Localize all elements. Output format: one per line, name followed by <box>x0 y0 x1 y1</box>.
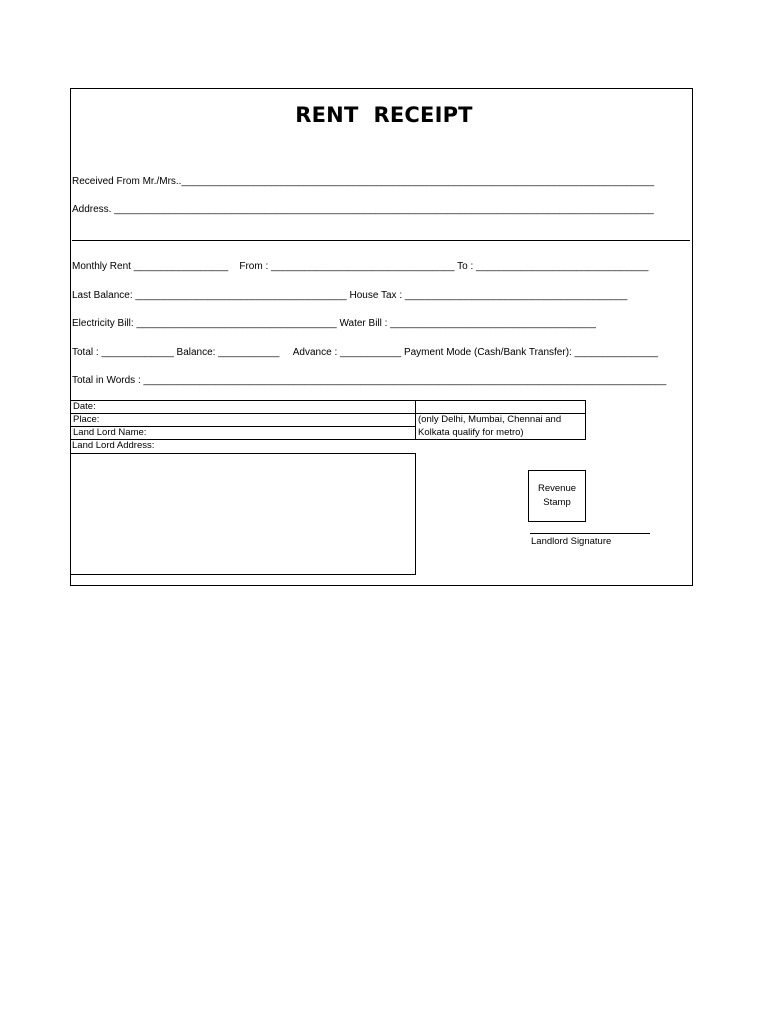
date-cell[interactable]: Date: <box>70 400 416 414</box>
signature-line[interactable] <box>530 533 650 534</box>
metro-note-line-1: (only Delhi, Mumbai, Chennai and <box>418 414 562 425</box>
monthly-rent-row[interactable]: Monthly Rent _________________ From : _________________________________ To : _______________________________ <box>72 261 649 272</box>
last-balance-row[interactable]: Last Balance: ______________________________________ House Tax : ________________________________________ <box>72 290 628 301</box>
received-from-field[interactable]: Received From Mr./Mrs.._____________________________________________________________________________________ <box>72 176 655 187</box>
stamp-label-line-1: Revenue <box>537 483 577 494</box>
landlord-signature-label: Landlord Signature <box>531 536 612 547</box>
stamp-label-line-2: Stamp <box>543 497 571 508</box>
landlord-name-cell[interactable]: Land Lord Name: <box>70 426 416 440</box>
metro-note-line-2: Kolkata qualify for metro) <box>418 427 524 438</box>
total-in-words-field[interactable]: Total in Words : ______________________________________________________________________________________________ <box>72 375 667 386</box>
place-cell[interactable]: Place: <box>70 413 416 427</box>
electricity-bill-row[interactable]: Electricity Bill: ____________________________________ Water Bill : _____________________________________ <box>72 318 596 329</box>
landlord-address-box[interactable] <box>70 453 416 575</box>
revenue-stamp-box <box>528 470 586 522</box>
address-field[interactable]: Address. _________________________________________________________________________________________________ <box>72 204 654 215</box>
date-value-cell[interactable] <box>415 400 586 414</box>
address-continuation-line[interactable] <box>72 240 690 241</box>
landlord-address-label: Land Lord Address: <box>72 440 155 451</box>
receipt-title: RENT RECEIPT <box>295 103 473 127</box>
total-row[interactable]: Total : _____________ Balance: ___________ Advance : ___________ Payment Mode (Cash/Bank Transfer): _______________ <box>72 347 659 358</box>
